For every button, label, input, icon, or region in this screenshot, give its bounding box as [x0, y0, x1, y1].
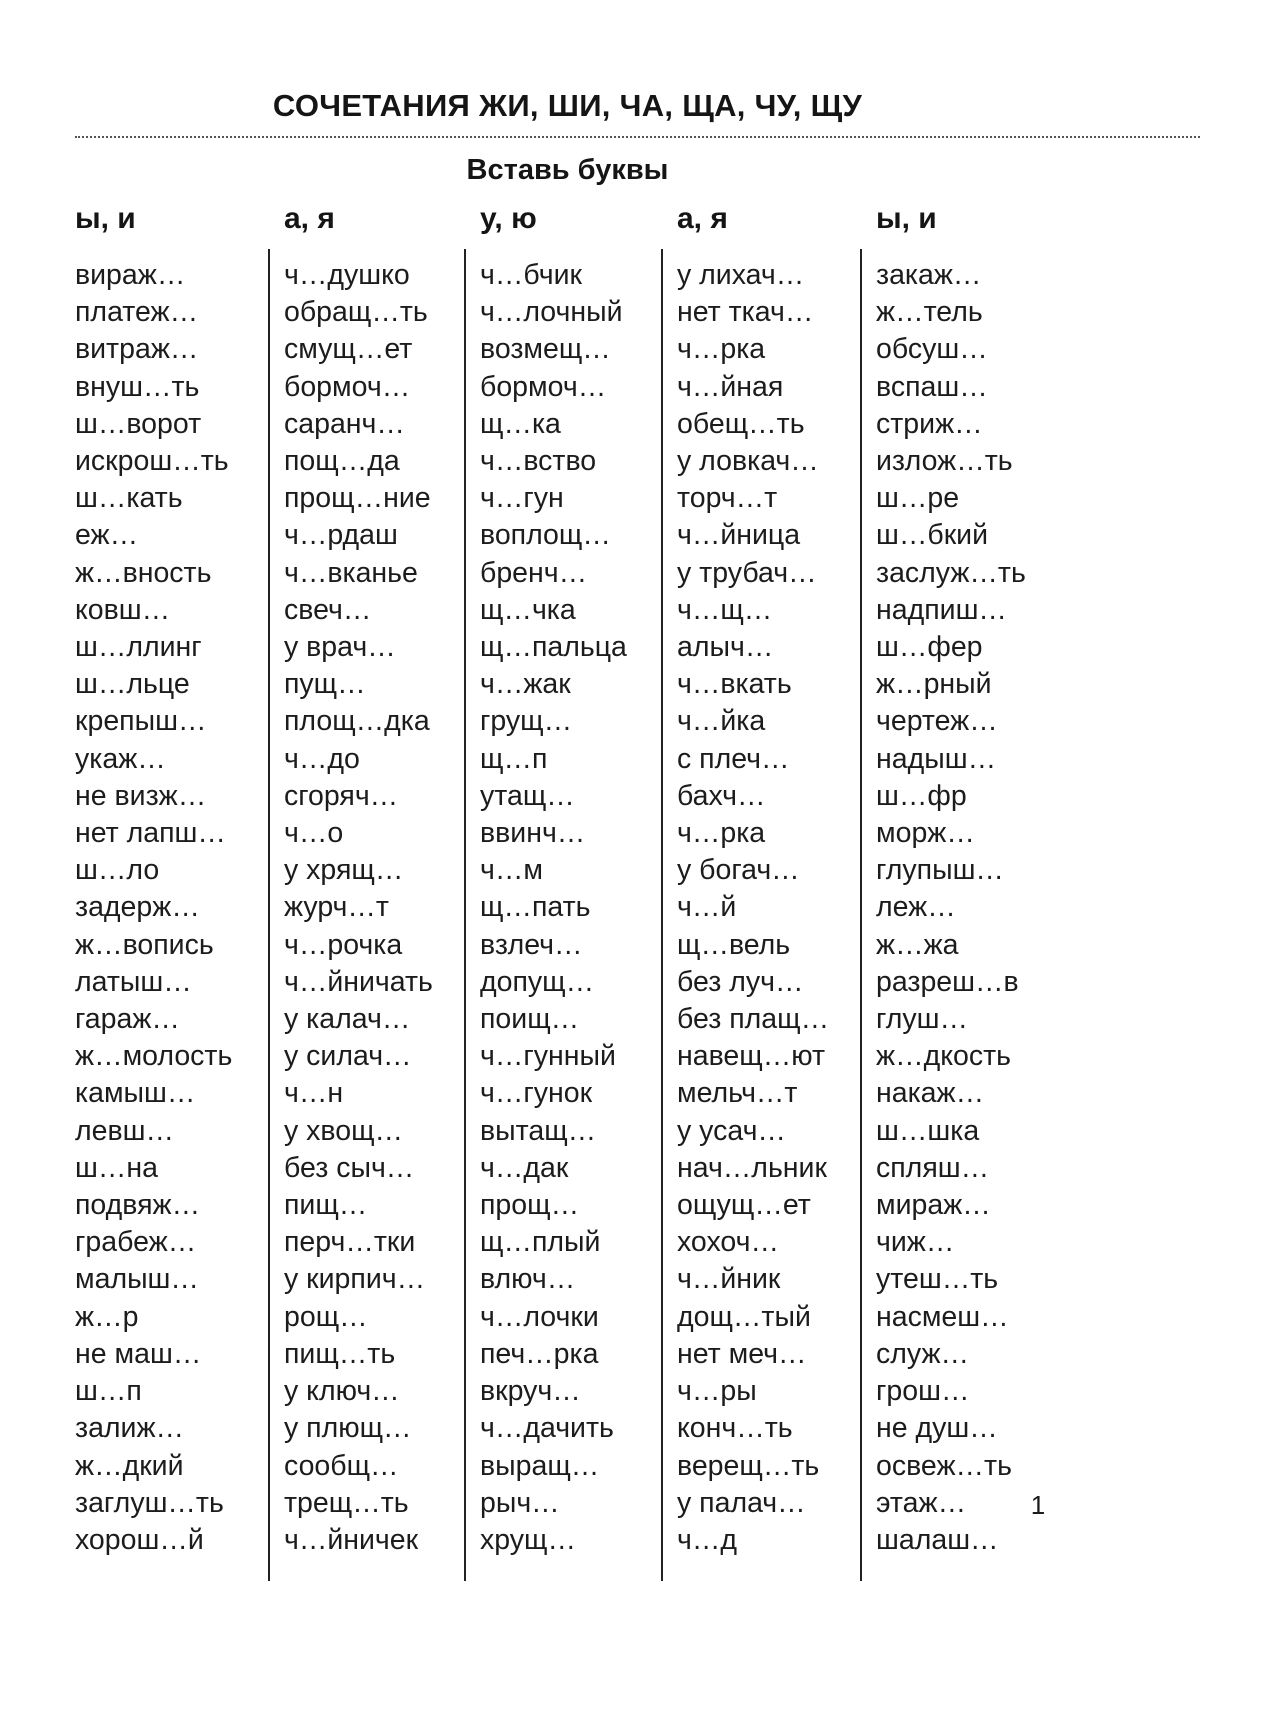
- word-item: хрущ…: [480, 1523, 576, 1556]
- word-item: щ…чка: [480, 593, 576, 626]
- word-item: ж…дкость: [876, 1040, 1011, 1073]
- word-item: вираж…: [75, 259, 186, 291]
- word-item: заслуж…ть: [876, 556, 1026, 589]
- word-item: латыш…: [75, 965, 192, 998]
- word-item: у трубач…: [677, 556, 817, 589]
- word-item: журч…т: [284, 891, 389, 924]
- word-item: спляш…: [876, 1151, 990, 1184]
- word-item: обсуш…: [876, 333, 988, 366]
- word-item: морж…: [876, 817, 975, 850]
- word-item: нач…льник: [677, 1151, 827, 1184]
- word-item: этаж…: [876, 1486, 967, 1519]
- word-item: перч…тки: [284, 1226, 416, 1259]
- word-item: надыш…: [876, 742, 997, 775]
- word-item: влюч…: [480, 1263, 576, 1296]
- dotted-divider: [75, 136, 1200, 138]
- word-item: ж…тель: [876, 296, 983, 329]
- word-item: ч…йничать: [284, 965, 433, 998]
- word-item: леж…: [876, 891, 956, 924]
- word-item: насмеш…: [876, 1300, 1009, 1333]
- word-item: у кирпич…: [284, 1263, 426, 1296]
- column-header: у, ю: [480, 202, 537, 235]
- word-item: ч…рка: [677, 817, 766, 850]
- word-item: нет лапш…: [75, 817, 226, 850]
- word-item: ж…дкий: [75, 1449, 184, 1482]
- word-item: навещ…ют: [677, 1040, 826, 1073]
- word-item: нет меч…: [677, 1337, 807, 1370]
- word-item: еж…: [75, 519, 139, 552]
- word-item: ч…йник: [677, 1263, 781, 1296]
- word-item: левш…: [75, 1114, 174, 1147]
- word-item: искрош…ть: [75, 445, 229, 478]
- word-item: пущ…: [284, 668, 366, 701]
- word-item: грабеж…: [75, 1226, 197, 1259]
- word-item: служ…: [876, 1337, 970, 1370]
- word-item: ч…гун: [480, 482, 564, 515]
- exercise-instruction: Вставь буквы: [466, 154, 669, 186]
- page-number: 1: [1030, 1490, 1046, 1520]
- word-item: прощ…ние: [284, 482, 431, 515]
- word-item: глупыш…: [876, 854, 1004, 887]
- word-item: без сыч…: [284, 1151, 415, 1184]
- word-item: взлеч…: [480, 928, 583, 961]
- word-item: ч…йная: [677, 370, 784, 403]
- worksheet-page: [75, 88, 1200, 1581]
- word-item: щ…вель: [677, 928, 791, 961]
- word-item: грош…: [876, 1375, 970, 1408]
- word-item: без луч…: [677, 965, 804, 998]
- word-list: [860, 249, 1065, 1581]
- word-item: у палач…: [677, 1486, 806, 1519]
- page-title: СОЧЕТАНИЯ ЖИ, ШИ, ЧА, ЩА, ЧУ, ЩУ: [272, 88, 863, 123]
- word-item: у хвощ…: [284, 1114, 404, 1147]
- word-item: алыч…: [677, 631, 774, 664]
- word-item: ч…рдаш: [284, 519, 398, 552]
- word-item: ощущ…ет: [677, 1189, 811, 1222]
- word-column: [464, 203, 661, 1581]
- word-item: ч…рочка: [284, 928, 403, 961]
- word-item: нет ткач…: [677, 296, 814, 329]
- word-item: щ…плый: [480, 1226, 601, 1259]
- word-item: ж…р: [75, 1300, 139, 1333]
- word-item: пощ…да: [284, 445, 400, 478]
- word-item: ч…гунок: [480, 1077, 593, 1110]
- word-item: ч…д: [677, 1523, 737, 1556]
- word-item: ш…ллинг: [75, 631, 202, 664]
- word-item: смущ…ет: [284, 333, 413, 366]
- word-item: у лихач…: [677, 259, 805, 291]
- word-item: мельч…т: [677, 1077, 798, 1110]
- word-column: [860, 203, 1065, 1581]
- word-item: ч…ры: [677, 1375, 757, 1408]
- word-item: ж…жа: [876, 928, 959, 961]
- word-item: у ключ…: [284, 1375, 400, 1408]
- word-item: чертеж…: [876, 705, 998, 738]
- word-item: закаж…: [876, 259, 982, 291]
- word-item: бахч…: [677, 779, 766, 812]
- word-item: пищ…: [284, 1189, 368, 1222]
- word-item: щ…пать: [480, 891, 591, 924]
- word-item: ч…душко: [284, 259, 410, 291]
- word-item: ш…ворот: [75, 407, 202, 440]
- word-column: [268, 203, 464, 1581]
- word-item: возмещ…: [480, 333, 611, 366]
- word-item: саранч…: [284, 407, 405, 440]
- word-item: трещ…ть: [284, 1486, 409, 1519]
- word-item: у врач…: [284, 631, 396, 664]
- word-item: ш…фр: [876, 779, 967, 812]
- word-item: верещ…ть: [677, 1449, 820, 1482]
- word-item: не визж…: [75, 779, 207, 812]
- word-item: печ…рка: [480, 1337, 599, 1370]
- word-item: бормоч…: [480, 370, 607, 403]
- word-item: ш…кать: [75, 482, 183, 515]
- word-item: вспаш…: [876, 370, 988, 403]
- word-list: [268, 249, 464, 1581]
- word-item: хорош…й: [75, 1523, 204, 1556]
- word-column: [75, 203, 268, 1581]
- word-item: не душ…: [876, 1412, 998, 1445]
- word-item: обращ…ть: [284, 296, 428, 329]
- word-item: у ловкач…: [677, 445, 819, 478]
- word-table: [75, 203, 1065, 1581]
- word-item: у силач…: [284, 1040, 412, 1073]
- word-item: ж…вность: [75, 556, 212, 589]
- word-item: ч…лочный: [480, 296, 623, 329]
- word-item: бормоч…: [284, 370, 411, 403]
- word-item: витраж…: [75, 333, 199, 366]
- word-item: ч…вство: [480, 445, 597, 478]
- word-item: у богач…: [677, 854, 800, 887]
- word-item: сообщ…: [284, 1449, 399, 1482]
- word-item: гараж…: [75, 1003, 180, 1036]
- word-item: допущ…: [480, 965, 595, 998]
- word-item: накаж…: [876, 1077, 985, 1110]
- word-item: ч…н: [284, 1077, 344, 1110]
- word-item: чиж…: [876, 1226, 955, 1259]
- word-item: ч…жак: [480, 668, 571, 701]
- word-item: дощ…тый: [677, 1300, 811, 1333]
- word-item: поищ…: [480, 1003, 580, 1036]
- word-item: не маш…: [75, 1337, 202, 1370]
- word-list: [464, 249, 661, 1581]
- word-item: подвяж…: [75, 1189, 201, 1222]
- word-item: у плющ…: [284, 1412, 412, 1445]
- word-item: ковш…: [75, 593, 171, 626]
- word-item: укаж…: [75, 742, 166, 775]
- word-item: ч…щ…: [677, 593, 773, 626]
- word-item: платеж…: [75, 296, 199, 329]
- word-item: хохоч…: [677, 1226, 779, 1259]
- word-item: ввинч…: [480, 817, 586, 850]
- word-item: ч…до: [284, 742, 360, 775]
- word-item: площ…дка: [284, 705, 430, 738]
- word-item: у усач…: [677, 1114, 786, 1147]
- word-item: с плеч…: [677, 742, 790, 775]
- word-item: залиж…: [75, 1412, 185, 1445]
- word-item: ч…гунный: [480, 1040, 616, 1073]
- word-item: ж…рный: [876, 668, 992, 701]
- column-header: ы, и: [876, 202, 937, 235]
- word-item: бренч…: [480, 556, 588, 589]
- word-item: пищ…ть: [284, 1337, 396, 1370]
- word-item: глуш…: [876, 1003, 969, 1036]
- word-item: ш…ре: [876, 482, 960, 515]
- word-item: прощ…: [480, 1189, 580, 1222]
- word-item: вытащ…: [480, 1114, 597, 1147]
- word-item: щ…пальца: [480, 631, 627, 664]
- word-item: ч…лочки: [480, 1300, 599, 1333]
- word-item: ш…на: [75, 1151, 158, 1184]
- word-item: внуш…ть: [75, 370, 200, 403]
- word-item: свеч…: [284, 593, 372, 626]
- word-item: камыш…: [75, 1077, 196, 1110]
- word-item: ч…о: [284, 817, 344, 850]
- word-item: разреш…в: [876, 965, 1019, 998]
- word-list: [75, 249, 268, 1581]
- word-item: ч…йка: [677, 705, 766, 738]
- word-item: задерж…: [75, 891, 200, 924]
- word-item: ч…бчик: [480, 259, 582, 291]
- word-item: ч…дак: [480, 1151, 569, 1184]
- word-item: у хрящ…: [284, 854, 404, 887]
- word-item: излож…ть: [876, 445, 1013, 478]
- word-item: ч…йница: [677, 519, 801, 552]
- word-item: ж…молость: [75, 1040, 233, 1073]
- word-item: ш…шка: [876, 1114, 980, 1147]
- word-item: шалаш…: [876, 1523, 999, 1556]
- word-item: грущ…: [480, 705, 573, 738]
- word-item: ч…рка: [677, 333, 766, 366]
- word-item: ш…п: [75, 1375, 142, 1408]
- word-item: малыш…: [75, 1263, 199, 1296]
- word-item: ч…йничек: [284, 1523, 419, 1556]
- word-item: ж…вопись: [75, 928, 214, 961]
- column-header: а, я: [284, 202, 335, 235]
- word-item: выращ…: [480, 1449, 600, 1482]
- word-item: рощ…: [284, 1300, 368, 1333]
- word-item: ш…льце: [75, 668, 190, 701]
- word-item: у калач…: [284, 1003, 411, 1036]
- word-item: крепыш…: [75, 705, 207, 738]
- word-item: освеж…ть: [876, 1449, 1012, 1482]
- word-item: без плащ…: [677, 1003, 830, 1036]
- word-item: надпиш…: [876, 593, 1007, 626]
- word-item: ч…м: [480, 854, 543, 887]
- word-item: стриж…: [876, 407, 983, 440]
- word-item: рыч…: [480, 1486, 560, 1519]
- word-item: мираж…: [876, 1189, 991, 1222]
- word-item: утащ…: [480, 779, 575, 812]
- word-item: обещ…ть: [677, 407, 805, 440]
- word-item: щ…ка: [480, 407, 561, 440]
- word-list: [661, 249, 860, 1581]
- word-item: ч…вкать: [677, 668, 792, 701]
- word-item: вкруч…: [480, 1375, 581, 1408]
- word-column: [661, 203, 860, 1581]
- word-item: утеш…ть: [876, 1263, 999, 1296]
- word-item: ш…фер: [876, 631, 983, 664]
- word-item: щ…п: [480, 742, 548, 775]
- word-item: торч…т: [677, 482, 778, 515]
- word-item: заглуш…ть: [75, 1486, 224, 1519]
- column-header: а, я: [677, 202, 728, 235]
- word-item: ш…ло: [75, 854, 160, 887]
- word-item: конч…ть: [677, 1412, 793, 1445]
- word-item: ш…бкий: [876, 519, 988, 552]
- word-item: ч…дачить: [480, 1412, 614, 1445]
- word-item: ч…й: [677, 891, 737, 924]
- word-item: ч…вканье: [284, 556, 418, 589]
- column-header: ы, и: [75, 202, 136, 235]
- word-item: воплощ…: [480, 519, 611, 552]
- word-item: сгоряч…: [284, 779, 399, 812]
